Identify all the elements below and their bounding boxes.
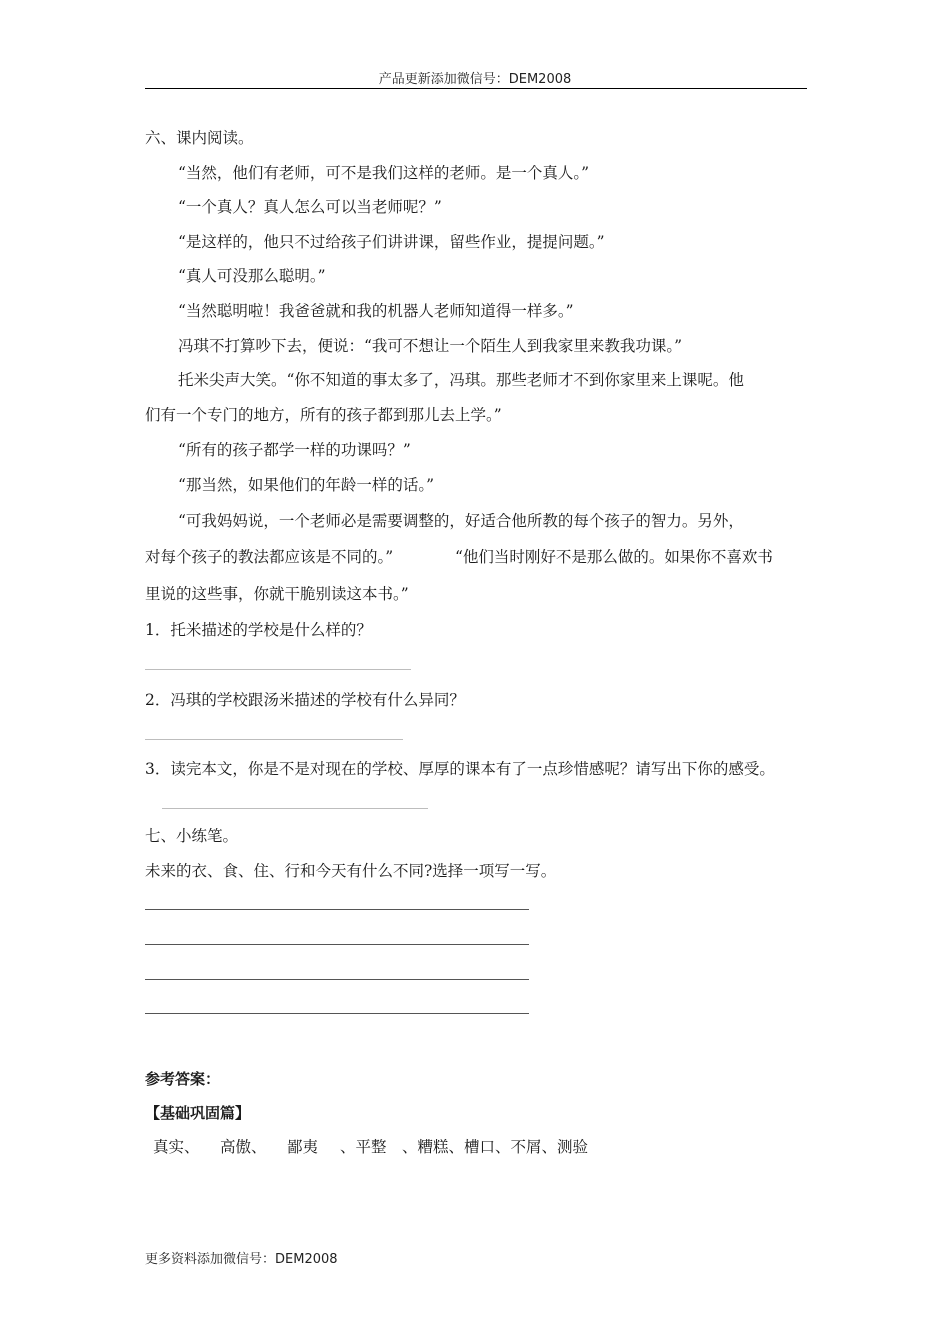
reading-paragraph: “当然聪明啦！我爸爸就和我的机器人老师知道得一样多。” [178, 302, 574, 320]
reading-paragraph: “那当然，如果他们的年龄一样的话。” [178, 476, 435, 494]
reading-paragraph: 里说的这些事，你就干脆别读这本书。” [145, 585, 409, 603]
section6-title: 六、课内阅读。 [145, 129, 254, 147]
answer-word: 高傲、 [220, 1138, 267, 1156]
reading-paragraph: “真人可没那么聪明。” [178, 267, 326, 285]
answers-title: 参考答案： [145, 1070, 221, 1088]
answer-word: 、糟糕、槽口、不屑、测验 [402, 1138, 589, 1156]
reading-paragraph: 对每个孩子的教法都应该是不同的。” [145, 548, 394, 566]
reading-paragraph: 们有一个专门的地方，所有的孩子都到那儿去上学。” [145, 406, 502, 424]
answer-line-q3[interactable] [162, 808, 428, 809]
question-1: 1．托米描述的学校是什么样的？ [145, 621, 372, 639]
reading-paragraph: “一个真人？真人怎么可以当老师呢？” [178, 198, 442, 216]
writing-line[interactable] [145, 1013, 529, 1014]
page-footer: 更多资料添加微信号：DEM2008 [145, 1252, 338, 1267]
reading-paragraph: “他们当时刚好不是那么做的。如果你不喜欢书 [455, 548, 773, 566]
answers-subtitle: 【基础巩固篇】 [145, 1104, 251, 1122]
reading-paragraph: 托米尖声大笑。“你不知道的事太多了，冯琪。那些老师才不到你家里来上课呢。他 [178, 371, 744, 389]
writing-line[interactable] [145, 979, 529, 980]
reading-paragraph: “当然，他们有老师，可不是我们这样的老师。是一个真人。” [178, 164, 590, 182]
question-2: 2．冯琪的学校跟汤米描述的学校有什么异同？ [145, 691, 465, 709]
section7-prompt: 未来的衣、食、住、行和今天有什么不同?选择一项写一写。 [145, 862, 557, 880]
writing-line[interactable] [145, 909, 529, 910]
question-3: 3．读完本文，你是不是对现在的学校、厚厚的课本有了一点珍惜感呢？请写出下你的感受。 [145, 760, 775, 778]
answer-line-q2[interactable] [145, 739, 403, 740]
reading-paragraph: “可我妈妈说，一个老师必是需要调整的，好适合他所教的每个孩子的智力。另外， [178, 512, 744, 530]
section7-title: 七、小练笔。 [145, 827, 239, 845]
page-header: 产品更新添加微信号：DEM2008 [378, 72, 572, 87]
answer-line-q1[interactable] [145, 669, 411, 670]
answer-word: 真实、 [153, 1138, 200, 1156]
answer-word: 鄙夷 [287, 1138, 319, 1156]
reading-paragraph: “所有的孩子都学一样的功课吗？” [178, 441, 411, 459]
answer-word: 、平整 [340, 1138, 387, 1156]
header-divider [145, 88, 807, 89]
reading-paragraph: 冯琪不打算吵下去，便说：“我可不想让一个陌生人到我家里来教我功课。” [178, 337, 683, 355]
reading-paragraph: “是这样的，他只不过给孩子们讲讲课，留些作业，提提问题。” [178, 233, 605, 251]
writing-line[interactable] [145, 944, 529, 945]
